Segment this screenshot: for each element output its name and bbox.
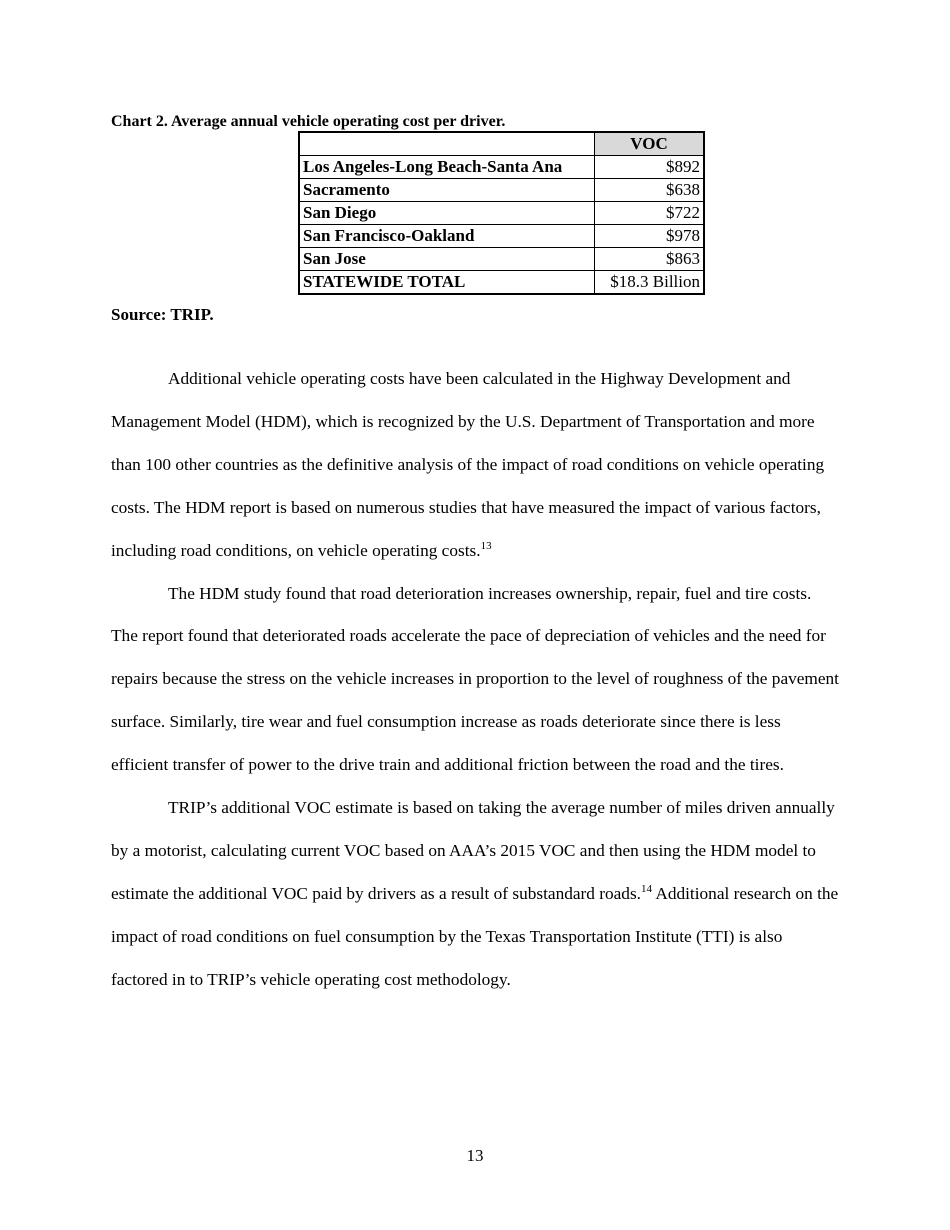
region-cell: STATEWIDE TOTAL	[299, 271, 595, 295]
body-text	[111, 358, 839, 1002]
voc-value-cell: $18.3 Billion	[595, 271, 705, 295]
table-header-row	[299, 132, 704, 156]
page-number: 13	[466, 1146, 484, 1165]
paragraph	[111, 787, 839, 1002]
voc-value-cell: $863	[595, 248, 705, 271]
voc-table	[298, 131, 705, 295]
voc-value-cell: $722	[595, 202, 705, 225]
footnote-ref: 14	[641, 882, 652, 895]
table-row	[299, 156, 704, 179]
chart-source: Source: TRIP.	[111, 305, 214, 324]
voc-value-cell: $978	[595, 225, 705, 248]
table-header-blank-cell	[299, 132, 595, 156]
paragraph-text: The HDM study found that road deterioration increases ownership, repair, fuel and tire costs. The report found that deteriorated roads accelerate the pace of depreciation of vehicles and the need for repairs because the stress on the vehicle increases in proportion to the level of roughness of the pavement surface. Similarly, tire wear and fuel consumption increase as roads deteriorate since there is less efficient transfer of power to the drive train and additional friction between the road and the tires.	[111, 583, 839, 775]
voc-value-cell: $638	[595, 179, 705, 202]
table-row	[299, 225, 704, 248]
region-cell: Sacramento	[299, 179, 595, 202]
paragraph	[111, 358, 839, 573]
table-row	[299, 248, 704, 271]
voc-value-cell: $892	[595, 156, 705, 179]
paragraph	[111, 573, 839, 788]
paragraph-text: Additional vehicle operating costs have been calculated in the Highway Development and Management Model (HDM), which is recognized by the U.S. Department of Transportation and more than 100 other countries as the definitive analysis of the impact of road conditions on vehicle operating costs. The HDM report is based on numerous studies that have measured the impact of various factors, including road conditions, on vehicle operating costs.	[111, 369, 825, 560]
table-row	[299, 179, 704, 202]
paragraph-text: Additional research on the impact of road conditions on fuel consumption by the Texas Transportation Institute (TTI) is also factored in to TRIP’s vehicle operating cost methodology.	[111, 883, 839, 989]
region-cell: Los Angeles-Long Beach-Santa Ana	[299, 156, 595, 179]
voc-column-header: VOC	[595, 132, 705, 156]
table-row-total	[299, 271, 704, 295]
table-row	[299, 202, 704, 225]
region-cell: San Francisco-Oakland	[299, 225, 595, 248]
chart-title: Chart 2. Average annual vehicle operating cost per driver.	[111, 113, 506, 130]
region-cell: San Jose	[299, 248, 595, 271]
paragraph-text: TRIP’s additional VOC estimate is based on taking the average number of miles driven annually by a motorist, calculating current VOC based on AAA’s 2015 VOC and then using the HDM model to estimate the additional VOC paid by drivers as a result of substandard roads.	[111, 798, 835, 903]
region-cell: San Diego	[299, 202, 595, 225]
footnote-ref: 13	[480, 539, 492, 552]
